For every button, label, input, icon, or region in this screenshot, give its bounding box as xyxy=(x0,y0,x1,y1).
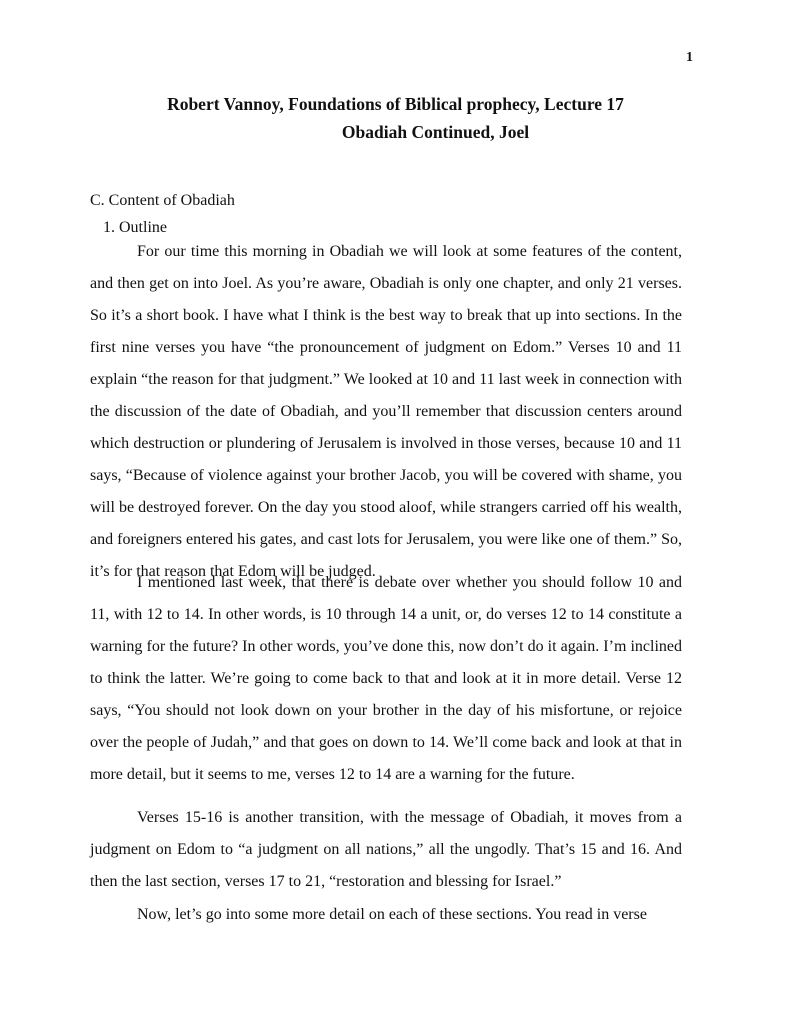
paragraph-transition: Verses 15-16 is another transition, with the message of Obadiah, it moves from a judgment on Edom to “a judgment on all nations,” all the ungodly. That’s 15 and 16. And then the last section, verses 17 to 21, “restoration and blessing for Israel.” xyxy=(90,809,682,890)
page-number: 1 xyxy=(686,50,693,65)
document-subtitle: Obadiah Continued, Joel xyxy=(341,122,530,142)
section-heading: C. Content of Obadiah xyxy=(90,192,235,209)
subsection-heading: 1. Outline xyxy=(103,219,167,236)
paragraph-outline-intro: For our time this morning in Obadiah we will look at some features of the content, and then get on into Joel. As you’re aware, Obadiah is only one chapter, and only 21 verses. So it’s a short book. I have what I think is the best way to break that up into sections. In the first nine verses you have “the pronouncement of judgment on Edom.” Verses 10 and 11 explain “the reason for that judgment.” We looked at 10 and 11 last week in connection with the discussion of the date of Obadiah, and you’ll remember that discussion centers around which destruction or plundering of Jerusalem is involved in those verses, because 10 and 11 says, “Because of violence against your brother Jacob, you will be covered with shame, you will be destroyed forever. On the day you stood aloof, while strangers carried off his wealth, and foreigners entered his gates, and cast lots for Jerusalem, you were like one of them.” So, it’s for that reason that Edom will be judged. xyxy=(90,243,682,580)
paragraph-debate: I mentioned last week, that there is debate over whether you should follow 10 and 11, with 12 to 14. In other words, is 10 through 14 a unit, or, do verses 12 to 14 constitute a warning for the future? In other words, you’ve done this, now don’t do it again. I’m inclined to think the latter. We’re going to come back to that and look at it in more detail. Verse 12 says, “You should not look down on your brother in the day of his misfortune, or rejoice over the people of Judah,” and that goes on down to 14. We’ll come back and look at that in more detail, but it seems to me, verses 12 to 14 are a warning for the future. xyxy=(90,574,682,783)
paragraph-detail-start: Now, let’s go into some more detail on each of these sections. You read in verse xyxy=(137,906,647,923)
document-title: Robert Vannoy, Foundations of Biblical prophecy, Lecture 17 xyxy=(167,94,624,114)
